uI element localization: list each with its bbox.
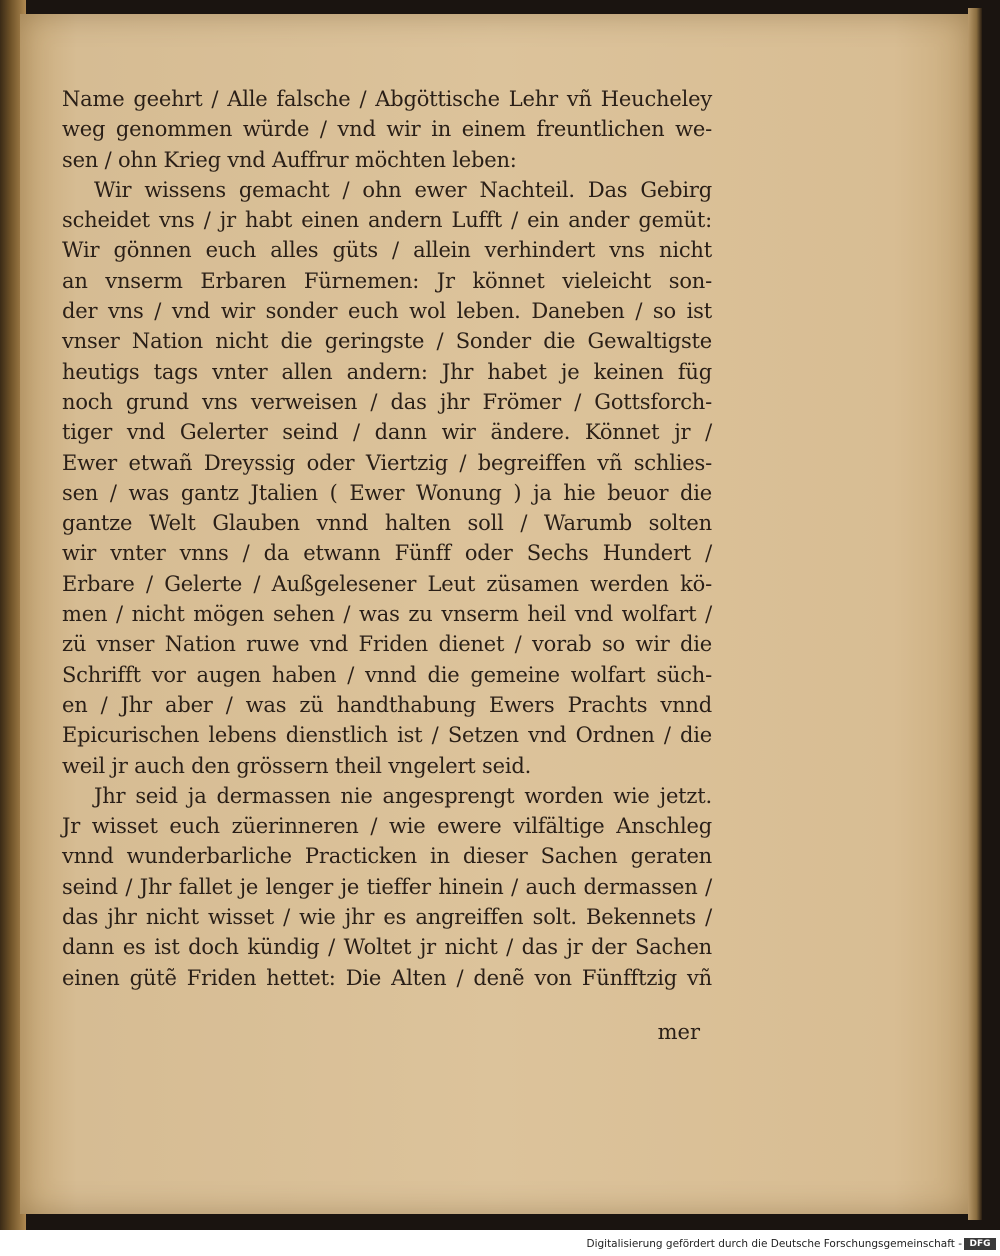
text-line: en / Jhr aber / was zü handthabung Ewers Prachts vnnd: [62, 692, 712, 717]
footer-bar: [0, 1230, 1000, 1256]
text-line: heutigs tags vnter allen andern: Jhr habet je keinen füg: [62, 359, 712, 384]
funding-notice: Digitalisierung gefördert durch die Deutsche Forschungsgemeinschaft -: [586, 1238, 962, 1250]
text-line: Jr wisset euch züerinneren / wie ewere vilfältige Anschleg: [62, 814, 712, 839]
text-line: seind / Jhr fallet je lenger je tieffer hinein / auch dermassen /: [62, 874, 712, 899]
text-line: dann es ist doch kündig / Woltet jr nicht / das jr der Sachen: [62, 935, 712, 960]
text-line: zü vnser Nation ruwe vnd Friden dienet / vorab so wir die: [62, 632, 712, 657]
text-line: weil jr auch den grössern theil vngelert seid.: [62, 753, 532, 778]
text-line: Wir wissens gemacht / ohn ewer Nachteil. Das Gebirg: [94, 177, 712, 202]
text-line: Epicurischen lebens dienstlich ist / Setzen vnd Ordnen / die: [62, 723, 712, 748]
text-line: einen gütẽ Friden hettet: Die Alten / denẽ von Fünfftzig vñ: [62, 965, 712, 990]
text-line: der vns / vnd wir sonder euch wol leben. Daneben / so ist: [62, 299, 712, 324]
text-line: weg genommen würde / vnd wir in einem freuntlichen we-: [62, 117, 712, 142]
text-line: Wir gönnen euch alles güts / allein verhindert vns nicht: [62, 238, 712, 263]
text-line: Schrifft vor augen haben / vnnd die gemeine wolfart süch-: [62, 662, 712, 687]
page-fore-edge: [968, 8, 982, 1220]
text-line: sen / was gantz Jtalien ( Ewer Wonung ) ja hie beuor die: [62, 480, 712, 505]
text-line: sen / ohn Krieg vnd Auffrur möchten leben:: [62, 147, 517, 172]
text-line: wir vnter vnns / da etwann Fünff oder Sechs Hundert /: [62, 541, 712, 566]
dfg-logo-icon: DFG: [964, 1238, 996, 1250]
text-line: tiger vnd Gelerter seind / dann wir ändere. Könnet jr /: [62, 420, 712, 445]
text-line: an vnserm Erbaren Fürnemen: Jr könnet vieleicht son-: [62, 268, 712, 293]
text-line: scheidet vns / jr habt einen andern Lufft / ein ander gemüt:: [62, 208, 712, 233]
text-line: Name geehrt / Alle falsche / Abgöttische Lehr vñ Heucheley: [62, 87, 712, 111]
text-line: das jhr nicht wisset / wie jhr es angreiffen solt. Bekennets /: [62, 905, 712, 930]
text-line: vnnd wunderbarliche Practicken in dieser Sachen geraten: [62, 844, 712, 869]
text-line: vnser Nation nicht die geringste / Sonder die Gewaltigste: [62, 329, 712, 354]
text-line: Ewer etwañ Dreyssig oder Viertzig / begreiffen vñ schlies-: [62, 450, 712, 475]
text-line: gantze Welt Glauben vnnd halten soll / Warumb solten: [62, 511, 712, 536]
body-text: [62, 84, 712, 993]
text-line: Jhr seid ja dermassen nie angesprengt worden wie jetzt.: [94, 783, 712, 808]
catchword: mer: [657, 1020, 700, 1044]
text-line: noch grund vns verweisen / das jhr Frömer / Gottsforch-: [62, 389, 712, 414]
text-line: men / nicht mögen sehen / was zu vnserm heil vnd wolfart /: [62, 602, 712, 627]
text-line: Erbare / Gelerte / Außgelesener Leut züsamen werden kö-: [62, 571, 712, 596]
